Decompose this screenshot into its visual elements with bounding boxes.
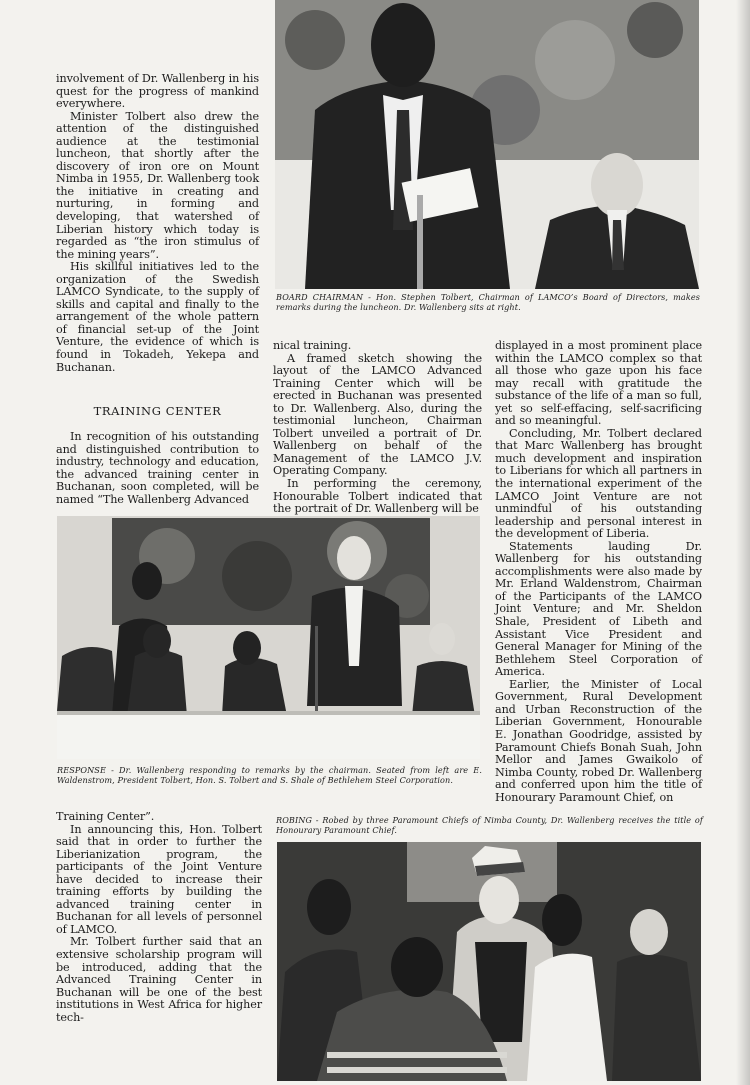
paragraph: Statements lauding Dr. Wallenberg for his outstanding accomplishments were also made by Mr. Erland Waldenstrom, Chairman of the Participants of the LAMCO Joint Venture; and Mr. Sheldon Shale, President of Libeth and Assistant Vice President and General Manager for Mining of the Bethlehem Steel Corporation of America. xyxy=(495,539,702,679)
photo-robing xyxy=(277,842,701,1081)
paragraph: involvement of Dr. Wallenberg in his quest for the progress of mankind everywhere. xyxy=(56,72,259,111)
article-text-col3 xyxy=(495,340,702,804)
paragraph: nical training. xyxy=(273,339,352,352)
paragraph: In performing the ceremony, Honourable Tolbert indicated that the portrait of Dr. Wallenberg will be xyxy=(273,477,482,516)
paragraph: Training Center”. xyxy=(56,810,155,823)
paragraph: A framed sketch showing the layout of the LAMCO Advanced Training Center which will be erected in Buchanan was presented to Dr. Wallenberg. Also, during the testimonial luncheon, Chairman Tolbert unveiled a portrait of Dr. Wallenberg on behalf of the Management of the LAMCO J.V. Operating Company. xyxy=(273,351,482,478)
photo-response xyxy=(57,516,480,759)
paragraph: Earlier, the Minister of Local Government, Rural Development and Urban Reconstruction of the Liberian Government, Honourable E. Jonathan Goodridge, assisted by Paramount Chiefs Bonah Suah, John Mellor and James Gwaikolo of Nimba County, robed Dr. Wallenberg and conferred upon him the title of Honourary Paramount Chief, on xyxy=(495,677,702,804)
caption-robing: ROBING - Robed by three Paramount Chiefs of Nimba County, Dr. Wallenberg receives the title of Honourary Paramount Chief. xyxy=(276,815,703,835)
section-heading: TRAINING CENTER xyxy=(93,404,222,418)
caption-board-chairman: BOARD CHAIRMAN - Hon. Stephen Tolbert, Chairman of LAMCO’s Board of Directors, makes remarks during the luncheon. Dr. Wallenberg sits at right. xyxy=(276,292,700,312)
paragraph: Mr. Tolbert further said that an extensive scholarship program will be introduced, adding that the Advanced Training Center in Buchanan will be one of the best institutions in West Africa for higher tech- xyxy=(56,935,262,1024)
paragraph: In announcing this, Hon. Tolbert said that in order to further the Liberianization program, the participants of the Joint Venture have decided to increase their training efforts by building the advanced training center in Buchanan for all levels of personnel of LAMCO. xyxy=(56,822,262,936)
paragraph: displayed in a most prominent place within the LAMCO complex so that all those who gaze upon his face may recall with gratitude the substance of the life of a man so full, yet so self-effacing, self-sacrificing and so meaningful. xyxy=(495,339,702,428)
paragraph: Concluding, Mr. Tolbert declared that Marc Wallenberg has brought much development and inspiration to Liberians for which all partners in the international experiment of the LAMCO Joint Venture are not unmindful of his outstanding leadership and personal interest in the development of Liberia. xyxy=(495,426,702,541)
article-text-col1-bottom xyxy=(56,811,262,1024)
paragraph: Minister Tolbert also drew the attention of the distinguished audience at the testimonial luncheon, that shortly after the discovery of iron ore on Mount Nimba in 1955, Dr. Wallenberg took the initiative in creating and nurturing, in forming and developing, that watershed of Liberian history which today is regarded as “the iron stimulus of the mining years”. xyxy=(56,109,259,261)
paragraph: His skillful initiatives led to the organization of the Swedish LAMCO Syndicate, to the supply of skills and capital and finally to the arrangement of the whole pattern of financial set-up of the Joint Venture, the evidence of which is found in Tokadeh, Yekepa and Buchanan. xyxy=(56,260,259,374)
article-text-col2-mid xyxy=(273,340,482,516)
article-text-col1-mid xyxy=(56,431,259,506)
article-text-col1-top xyxy=(56,73,259,374)
caption-response: RESPONSE - Dr. Wallenberg responding to remarks by the chairman. Seated from left are E. Waldenstrom, President Tolbert, Hon. S. Tolbert and S. Shale of Bethlehem Steel Corporation. xyxy=(57,765,482,785)
paragraph: In recognition of his outstanding and distinguished contribution to industry, technology and education, the advanced training center in Buchanan, soon completed, will be named “The Wallenberg Advanced xyxy=(56,430,259,506)
photo-board-chairman xyxy=(275,0,699,289)
